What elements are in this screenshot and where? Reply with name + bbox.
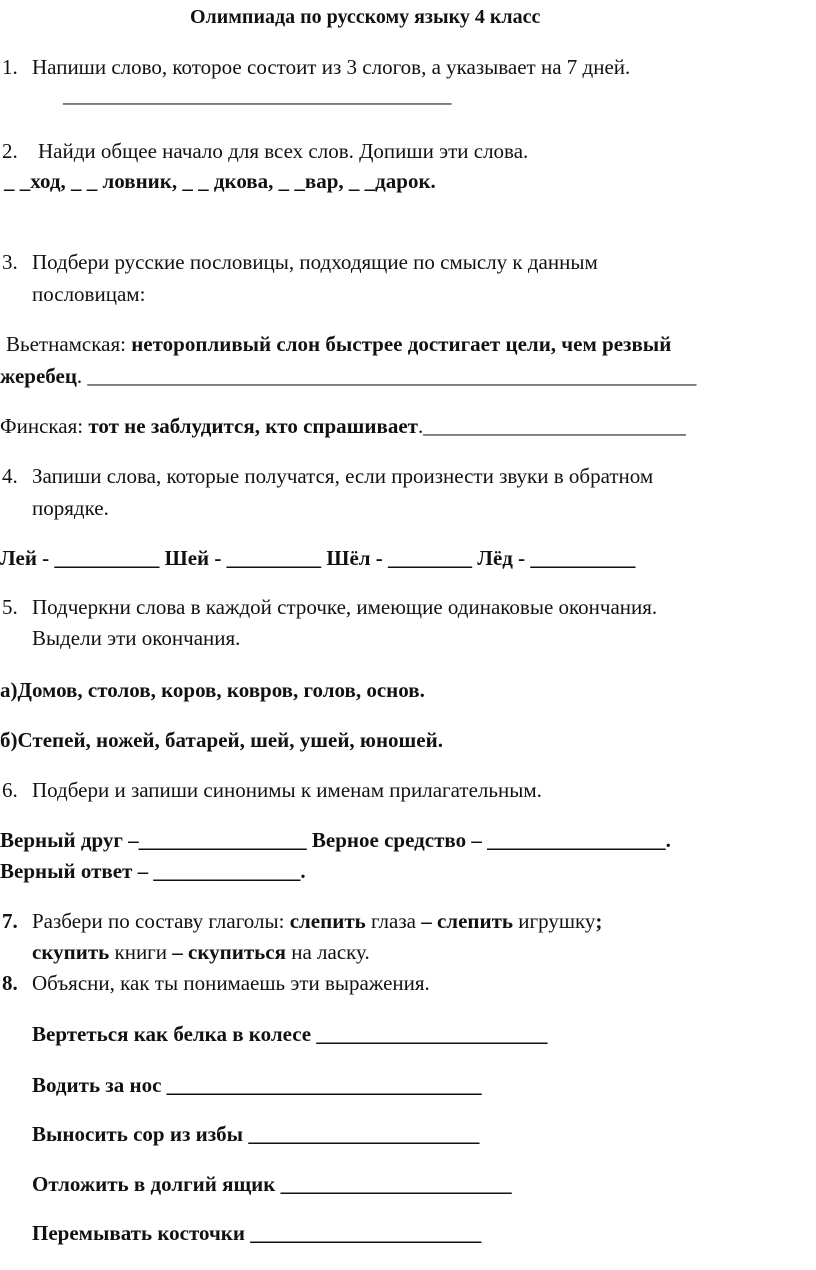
q4-text-line1: Запиши слова, которые получатся, если произнести звуки в обратном	[32, 464, 654, 488]
q7-semicolon: ;	[595, 909, 603, 933]
q3-vietnamese-proverb	[6, 331, 671, 357]
q8-item: Вертеться как белка в колесе ______________________	[32, 1022, 548, 1046]
q6-number: 6.	[2, 778, 18, 802]
q6-line2: Верный ответ – ______________.	[0, 859, 306, 883]
q8-text: Объясни, как ты понимаешь эти выражения.	[32, 971, 430, 995]
q5-row-b: б)Степей, ножей, батарей, шей, ушей, юношей.	[0, 728, 443, 752]
q3-finn-text: тот не заблудится, кто спрашивает	[88, 414, 418, 438]
q5-number: 5.	[2, 595, 18, 619]
q8-number: 8.	[2, 971, 18, 995]
q8-item: Выносить сор из избы ______________________	[32, 1122, 480, 1146]
q1-number: 1.	[2, 55, 18, 79]
q3-finn-label: Финская:	[0, 414, 84, 438]
q7-number: 7.	[2, 909, 18, 933]
q7-word-1: слепить	[289, 909, 366, 933]
q1-answer-line: _____________________________________	[63, 83, 452, 107]
q1-text: Напиши слово, которое состоит из 3 слогов, а указывает на 7 дней.	[32, 55, 631, 79]
q5-text-line1: Подчеркни слова в каждой строчке, имеющие одинаковые окончания.	[32, 595, 658, 619]
q7-text-4: на ласку.	[285, 940, 370, 964]
q7-word-2: слепить	[431, 909, 514, 933]
page-title: Олимпиада по русскому языку 4 класс	[190, 6, 541, 28]
q3-viet-answer-line: . __________________________________________________________	[76, 364, 697, 388]
q4-number: 4.	[2, 464, 18, 488]
q7-word-3: скупить	[32, 940, 110, 964]
q5-row-a: а)Домов, столов, коров, ковров, голов, основ.	[0, 678, 425, 702]
q3-vietnamese-proverb-end	[0, 363, 696, 389]
q7-word-4: скупиться	[182, 940, 286, 964]
q6-text: Подбери и запиши синонимы к именам прилагательным.	[32, 778, 542, 802]
q3-text-line1: Подбери русские пословицы, подходящие по смыслу к данным	[32, 250, 598, 274]
q3-text-line2: пословицам:	[32, 282, 146, 306]
q8-item: Водить за нос ______________________________	[32, 1073, 482, 1097]
q8-item: Отложить в долгий ящик ______________________	[32, 1172, 512, 1196]
q8-item: Перемывать косточки ______________________	[32, 1221, 482, 1245]
q2-number: 2.	[2, 139, 18, 163]
q7-dash-1: –	[421, 909, 432, 933]
q4-words: Лей - __________ Шей - _________ Шёл - ________ Лёд - __________	[0, 546, 636, 570]
q2-words: _ _ход, _ _ ловник, _ _ дкова, _ _вар, _ _дарок.	[4, 169, 436, 193]
q3-finn-answer-line: ._________________________	[418, 414, 686, 438]
q3-viet-text-end: жеребец	[0, 364, 77, 388]
q7-intro: Разбери по составу глаголы:	[32, 909, 290, 933]
q7-text-2: игрушку	[513, 909, 596, 933]
q2-text: Найди общее начало для всех слов. Допиши эти слова.	[38, 139, 529, 163]
q7-text-3: книги	[109, 940, 173, 964]
q3-viet-text: неторопливый слон быстрее достигает цели, чем резвый	[131, 332, 672, 356]
q7-text-line1	[32, 908, 602, 934]
q4-text-line2: порядке.	[32, 496, 109, 520]
q6-line1: Верный друг –________________ Верное средство – _________________.	[0, 828, 671, 852]
q7-dash-2: –	[172, 940, 183, 964]
q5-text-line2: Выдели эти окончания.	[32, 626, 241, 650]
q3-finnish-proverb	[0, 413, 686, 439]
q3-number: 3.	[2, 250, 18, 274]
q7-text-line2	[32, 939, 370, 965]
q3-viet-label: Вьетнамская:	[6, 332, 126, 356]
q7-text-1: глаза	[365, 909, 422, 933]
